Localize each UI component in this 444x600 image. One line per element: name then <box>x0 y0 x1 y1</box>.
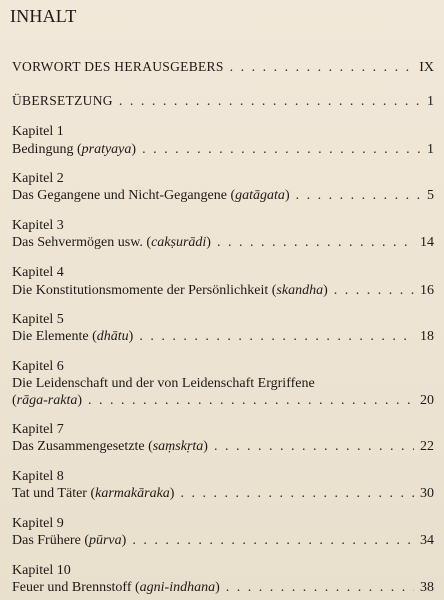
toc-entry-chapter-9[interactable] <box>12 532 434 550</box>
toc-page-number: 1 <box>427 142 434 157</box>
toc-entry-title: Tat und Täter (karmakāraka) <box>12 486 175 501</box>
toc-entry-chapter-8[interactable] <box>12 485 434 503</box>
sanskrit-term: rāga-rakta <box>16 393 78 408</box>
toc-entry-chapter-3[interactable] <box>12 234 434 252</box>
sanskrit-term: skandha <box>276 283 324 298</box>
toc-entry-title: Das Sehvermögen usw. (cakṣurādi) <box>12 235 211 250</box>
chapter-label: Kapitel 6 <box>12 359 64 374</box>
sanskrit-term: karmakāraka <box>95 486 170 501</box>
chapter-label: Kapitel 4 <box>12 265 64 280</box>
toc-entry-title: VORWORT DES HERAUSGEBERS <box>12 59 224 74</box>
dot-leader <box>217 234 414 252</box>
toc-entry-title-line-1[interactable]: Die Leidenschaft und der von Leidenschaft Ergriffene <box>12 376 315 391</box>
toc-entry-chapter-6[interactable] <box>12 392 434 410</box>
toc-entry-title: Die Konstitutionsmomente der Persönlichkeit (skandha) <box>12 283 328 298</box>
sanskrit-term: gatāgata <box>235 188 285 203</box>
toc-entry-title: Das Frühere (pūrva) <box>12 533 127 548</box>
toc-entry-title: ÜBERSETZUNG <box>12 93 113 108</box>
toc-entry-chapter-4[interactable] <box>12 282 434 300</box>
toc-entry-title: Das Zusammengesetzte (saṃskṛta) <box>12 439 208 454</box>
toc-entry-chapter-1[interactable] <box>12 141 434 159</box>
toc-page-number: 22 <box>420 439 434 454</box>
toc-page-number: 18 <box>420 329 434 344</box>
toc-page-number: 1 <box>427 94 434 109</box>
toc-page-number: IX <box>419 60 434 75</box>
sanskrit-term: dhātu <box>96 329 129 344</box>
sanskrit-term: pratyaya <box>81 142 132 157</box>
dot-leader <box>226 579 414 597</box>
chapter-label: Kapitel 1 <box>12 124 64 139</box>
dot-leader <box>139 328 414 346</box>
page-title: INHALT <box>10 6 77 26</box>
toc-page-number: 30 <box>420 486 434 501</box>
sanskrit-term: saṃskṛta <box>152 439 204 454</box>
toc-entry-vorwort[interactable] <box>12 58 434 76</box>
toc-page-number: 16 <box>420 283 434 298</box>
dot-leader <box>334 282 414 300</box>
toc-entry-chapter-5[interactable] <box>12 328 434 346</box>
toc-entry-title-line-2: (rāga-rakta) <box>12 393 83 408</box>
toc-entry-chapter-2[interactable] <box>12 187 434 205</box>
toc-entry-chapter-10[interactable] <box>12 579 434 597</box>
toc-entry-title: Bedingung (pratyaya) <box>12 142 137 157</box>
sanskrit-term: agni-indhana <box>139 580 216 595</box>
sanskrit-term: pūrva <box>88 533 122 548</box>
toc-page-number: 14 <box>420 235 434 250</box>
toc-page-number: 5 <box>427 188 434 203</box>
chapter-label: Kapitel 2 <box>12 171 64 186</box>
chapter-label: Kapitel 5 <box>12 312 64 327</box>
toc-entry-chapter-7[interactable] <box>12 438 434 456</box>
toc-page-number: 34 <box>420 533 434 548</box>
chapter-label: Kapitel 9 <box>12 516 64 531</box>
toc-page-number: 20 <box>420 393 434 408</box>
toc-page-number: 38 <box>420 580 434 595</box>
chapter-label: Kapitel 7 <box>12 422 64 437</box>
chapter-label: Kapitel 10 <box>12 563 71 578</box>
dot-leader <box>230 59 414 77</box>
dot-leader <box>214 438 414 456</box>
chapter-label: Kapitel 3 <box>12 218 64 233</box>
dot-leader <box>142 141 421 159</box>
toc-entry-title: Feuer und Brennstoff (agni-indhana) <box>12 580 220 595</box>
dot-leader <box>119 93 421 111</box>
dot-leader <box>180 485 414 503</box>
toc-entry-uebersetzung[interactable] <box>12 92 434 110</box>
dot-leader <box>132 532 414 550</box>
dot-leader <box>88 392 414 410</box>
toc-entry-title: Das Gegangene und Nicht-Gegangene (gatāgata) <box>12 188 290 203</box>
toc-entry-title: Die Elemente (dhātu) <box>12 329 134 344</box>
sanskrit-term: cakṣurādi <box>151 235 207 250</box>
dot-leader <box>296 187 421 205</box>
chapter-label: Kapitel 8 <box>12 469 64 484</box>
